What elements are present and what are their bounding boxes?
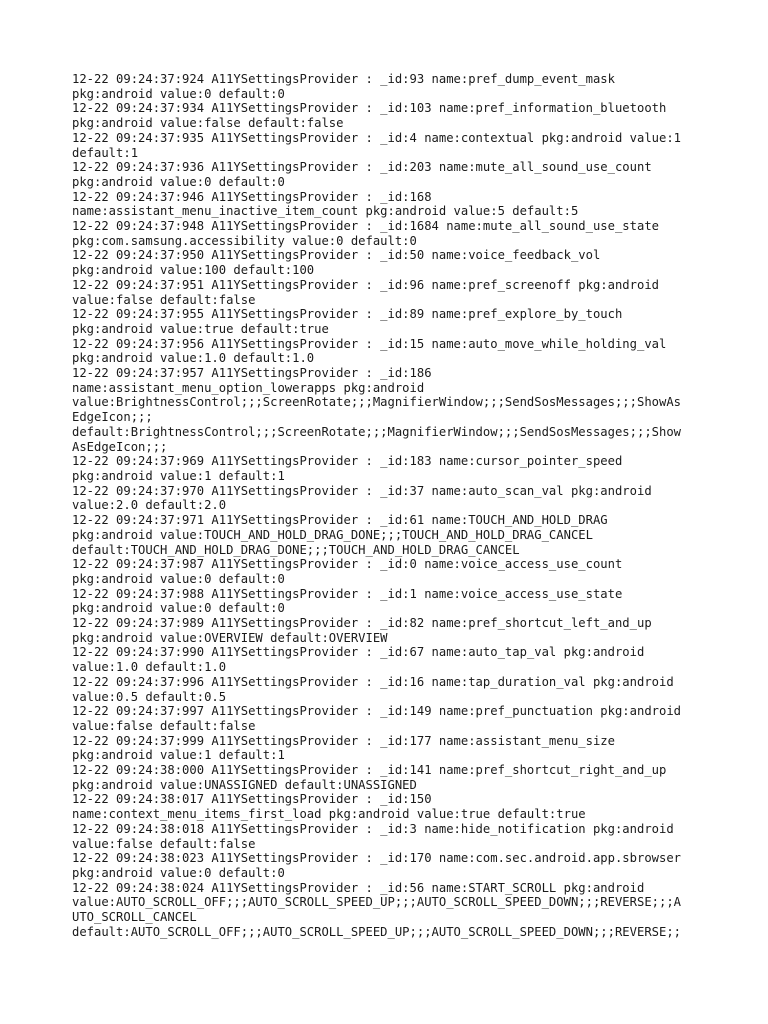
log-line: 12-22 09:24:37:934 A11YSettingsProvider : _id:103 name:pref_information_bluetooth (72, 101, 667, 116)
log-line: 12-22 09:24:37:957 A11YSettingsProvider : _id:186 (72, 366, 432, 381)
log-line: pkg:android value:OVERVIEW default:OVERVIEW (72, 630, 388, 645)
log-line: 12-22 09:24:38:024 A11YSettingsProvider : _id:56 name:START_SCROLL pkg:android (72, 880, 645, 895)
log-line: pkg:android value:false default:false (72, 116, 344, 131)
log-line: pkg:android value:TOUCH_AND_HOLD_DRAG_DONE;;;TOUCH_AND_HOLD_DRAG_CANCEL (72, 527, 593, 542)
log-line: 12-22 09:24:37:989 A11YSettingsProvider : _id:82 name:pref_shortcut_left_and_up (72, 616, 652, 631)
log-line: pkg:android value:true default:true (72, 321, 329, 336)
log-document (72, 72, 712, 939)
log-line: 12-22 09:24:37:935 A11YSettingsProvider : _id:4 name:contextual pkg:android value:1 (72, 130, 682, 145)
log-line: 12-22 09:24:37:987 A11YSettingsProvider : _id:0 name:voice_access_use_count (72, 557, 623, 572)
log-line: default:AUTO_SCROLL_OFF;;;AUTO_SCROLL_SPEED_UP;;;AUTO_SCROLL_SPEED_DOWN;;;REVERSE;; (72, 924, 682, 939)
log-line: value:BrightnessControl;;;ScreenRotate;;;MagnifierWindow;;;SendSosMessages;;;ShowAs (72, 395, 682, 410)
log-line: 12-22 09:24:37:924 A11YSettingsProvider : _id:93 name:pref_dump_event_mask (72, 72, 615, 86)
log-line: pkg:android value:1.0 default:1.0 (72, 351, 315, 366)
log-line: 12-22 09:24:37:999 A11YSettingsProvider : _id:177 name:assistant_menu_size (72, 733, 615, 748)
log-line: 12-22 09:24:37:955 A11YSettingsProvider : _id:89 name:pref_explore_by_touch (72, 307, 623, 322)
log-line: value:false default:false (72, 836, 256, 851)
log-line: pkg:android value:0 default:0 (72, 601, 285, 616)
log-line: 12-22 09:24:37:990 A11YSettingsProvider : _id:67 name:auto_tap_val pkg:android (72, 645, 645, 660)
log-line: 12-22 09:24:37:988 A11YSettingsProvider : _id:1 name:voice_access_use_state (72, 586, 623, 601)
log-line: value:false default:false (72, 718, 256, 733)
log-line: AsEdgeIcon;;; (72, 439, 168, 454)
log-line: pkg:android value:1 default:1 (72, 468, 285, 483)
log-line: 12-22 09:24:37:936 A11YSettingsProvider : _id:203 name:mute_all_sound_use_count (72, 160, 652, 175)
log-line: pkg:android value:0 default:0 (72, 86, 285, 101)
log-line: pkg:com.samsung.accessibility value:0 default:0 (72, 233, 417, 248)
log-line: 12-22 09:24:37:969 A11YSettingsProvider : _id:183 name:cursor_pointer_speed (72, 454, 623, 469)
log-line: pkg:android value:0 default:0 (72, 174, 285, 189)
log-line: name:context_menu_items_first_load pkg:android value:true default:true (72, 807, 586, 822)
log-line: value:0.5 default:0.5 (72, 689, 227, 704)
log-line: 12-22 09:24:37:997 A11YSettingsProvider : _id:149 name:pref_punctuation pkg:android (72, 704, 682, 719)
log-line: value:1.0 default:1.0 (72, 660, 227, 675)
log-line: pkg:android value:0 default:0 (72, 571, 285, 586)
log-line: name:assistant_menu_inactive_item_count pkg:android value:5 default:5 (72, 204, 579, 219)
log-line: 12-22 09:24:38:017 A11YSettingsProvider : _id:150 (72, 792, 432, 807)
log-line: 12-22 09:24:37:970 A11YSettingsProvider : _id:37 name:auto_scan_val pkg:android (72, 483, 652, 498)
log-line: default:BrightnessControl;;;ScreenRotate;;;MagnifierWindow;;;SendSosMessages;;;Show (72, 424, 682, 439)
log-line: 12-22 09:24:38:023 A11YSettingsProvider : _id:170 name:com.sec.android.app.sbrowser (72, 851, 682, 866)
log-line: 12-22 09:24:37:956 A11YSettingsProvider : _id:15 name:auto_move_while_holding_val (72, 336, 667, 351)
log-line: 12-22 09:24:37:996 A11YSettingsProvider : _id:16 name:tap_duration_val pkg:android (72, 674, 674, 689)
log-line: pkg:android value:UNASSIGNED default:UNASSIGNED (72, 777, 417, 792)
log-line: value:2.0 default:2.0 (72, 498, 227, 513)
log-line: pkg:android value:100 default:100 (72, 263, 315, 278)
log-line: 12-22 09:24:38:018 A11YSettingsProvider : _id:3 name:hide_notification pkg:android (72, 821, 674, 836)
log-line: 12-22 09:24:37:948 A11YSettingsProvider : _id:1684 name:mute_all_sound_use_state (72, 219, 659, 234)
log-line: 12-22 09:24:37:950 A11YSettingsProvider : _id:50 name:voice_feedback_vol (72, 248, 601, 263)
log-line: 12-22 09:24:37:971 A11YSettingsProvider : _id:61 name:TOUCH_AND_HOLD_DRAG (72, 513, 608, 528)
log-line: value:false default:false (72, 292, 256, 307)
log-line: value:AUTO_SCROLL_OFF;;;AUTO_SCROLL_SPEED_UP;;;AUTO_SCROLL_SPEED_DOWN;;;REVERSE;;;A (72, 895, 682, 910)
log-line: name:assistant_menu_option_lowerapps pkg:android (72, 380, 425, 395)
log-line: 12-22 09:24:37:946 A11YSettingsProvider : _id:168 (72, 189, 432, 204)
log-line: UTO_SCROLL_CANCEL (72, 910, 197, 925)
log-line: pkg:android value:0 default:0 (72, 865, 285, 880)
log-line: 12-22 09:24:38:000 A11YSettingsProvider : _id:141 name:pref_shortcut_right_and_up (72, 763, 667, 778)
log-line: default:TOUCH_AND_HOLD_DRAG_DONE;;;TOUCH_AND_HOLD_DRAG_CANCEL (72, 542, 520, 557)
log-line: 12-22 09:24:37:951 A11YSettingsProvider : _id:96 name:pref_screenoff pkg:android (72, 277, 659, 292)
log-line: EdgeIcon;;; (72, 410, 153, 425)
log-line: pkg:android value:1 default:1 (72, 748, 285, 763)
log-line: default:1 (72, 145, 139, 160)
